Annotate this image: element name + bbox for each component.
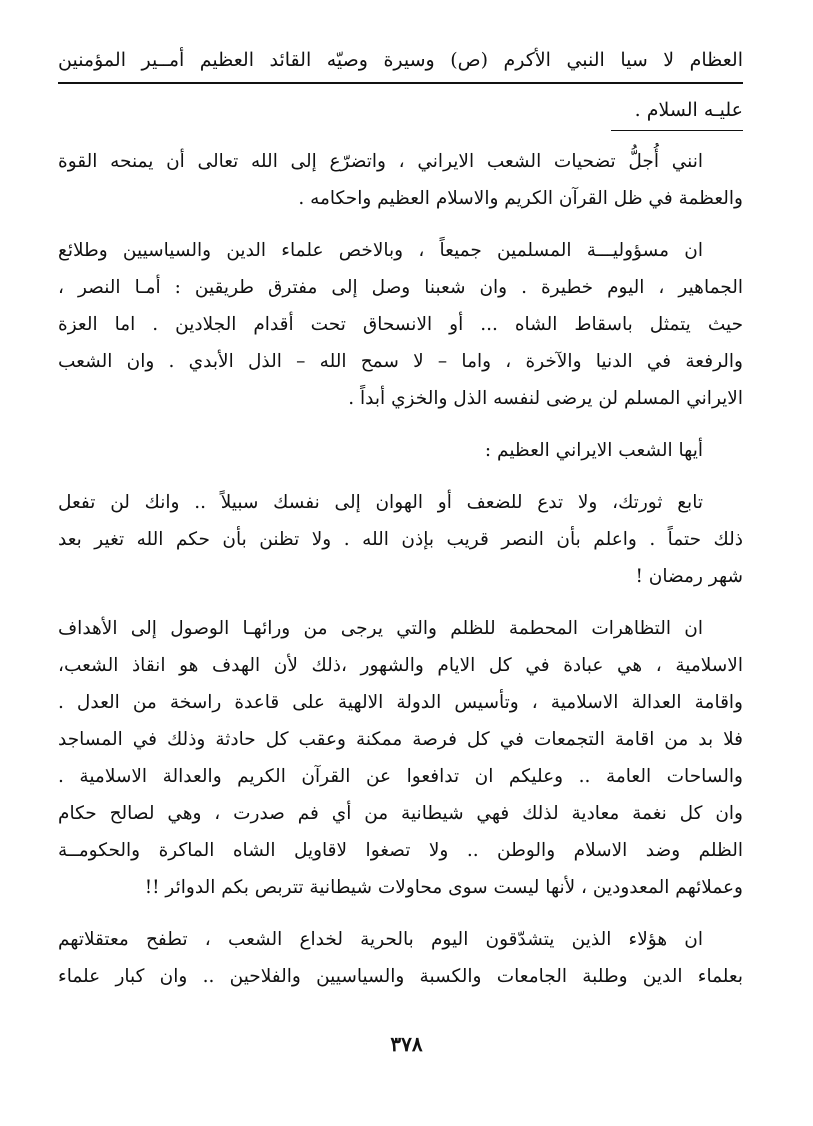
header-rule xyxy=(58,82,743,84)
text-line: انني أُجلُّ تضحيات الشعب الايراني ، واتضرّع إلى الله تعالى أن يمنحه القوة xyxy=(58,151,703,172)
text-line: حيث يتمثل باسقاط الشاه ... أو الانسحاق تحت أقدام الجلادين . اما العزة xyxy=(58,314,743,335)
header-line-1: العظام لا سيا النبي الأكرم (ص) وسيرة وصيّه القائد العظيم أمــير المؤمنين xyxy=(58,49,743,71)
text-line: الظلم وضد الاسلام والوطن .. ولا تصغوا لاقاويل الشاه الماكرة والحكومــة xyxy=(58,840,743,861)
text-line: واقامة العدالة الاسلامية ، وتأسيس الدولة الالهية على قاعدة راسخة من العدل . xyxy=(58,692,743,713)
paragraph-4 xyxy=(58,484,743,595)
header-line-2: عليـه السلام . xyxy=(611,90,743,131)
paragraph-5 xyxy=(58,610,743,906)
page-number: ٣٧٨ xyxy=(390,1032,423,1056)
text-line: وعملائهم المعدودين ، لأنها ليست سوى محاولات شيطانية تتربص بكم الدوائر !! xyxy=(144,877,743,898)
running-header xyxy=(58,40,743,131)
text-line: ذلك حتماً . واعلم بأن النصر قريب بإذن الله . ولا تظنن بأن حكم الله تغير بعد xyxy=(58,529,743,550)
text-line: بعلماء الدين وطلبة الجامعات والكسبة والسياسيين والفلاحين .. وان كبار علماء xyxy=(58,966,743,987)
text-line: تابع ثورتك، ولا تدع للضعف أو الهوان إلى نفسك سبيلاً .. وانك لن تفعل xyxy=(58,492,703,513)
text-line: والساحات العامة .. وعليكم ان تدافعوا عن القرآن الكريم والعدالة الاسلامية . xyxy=(58,766,743,787)
text-line: ان التظاهرات المحطمة للظلم والتي يرجى من ورائهـا الوصول إلى الأهداف xyxy=(58,618,703,639)
paragraph-1 xyxy=(58,143,743,217)
text-line: أيها الشعب الايراني العظيم : xyxy=(484,440,703,461)
text-line: الايراني المسلم لن يرضى لنفسه الذل والخزي أبداً . xyxy=(348,388,743,409)
text-line: ان هؤلاء الذين يتشدّقون اليوم بالحرية لخداع الشعب ، تطفح معتقلاتهم xyxy=(58,929,703,950)
paragraph-2 xyxy=(58,232,743,417)
text-line: وان كل نغمة معادية لذلك فهي شيطانية من أي فم صدرت ، وهي لصالح حكام xyxy=(58,803,743,824)
document-page xyxy=(58,40,743,1100)
text-line: والرفعة في الدنيا والآخرة ، واما – لا سمح الله – الذل الأبدي . وان الشعب xyxy=(58,351,743,372)
text-line: ان مسؤوليـــة المسلمين جميعاً ، وبالاخص علماء الدين والسياسيين وطلائع xyxy=(58,240,703,261)
paragraph-6 xyxy=(58,921,743,995)
text-line: الاسلامية ، هي عبادة في كل الايام والشهور ،ذلك لأن الهدف هو انقاذ الشعب، xyxy=(58,655,743,676)
text-line: شهر رمضان ! xyxy=(635,566,743,587)
text-line: الجماهير ، اليوم خطيرة . وان شعبنا وصل إلى مفترق طريقين : أمـا النصر ، xyxy=(58,277,743,298)
text-line: والعظمة في ظل القرآن الكريم والاسلام العظيم واحكامه . xyxy=(298,188,743,209)
text-line: فلا بد من اقامة التجمعات في كل فرصة ممكنة وعقب كل حادثة وذلك في المساجد xyxy=(58,729,743,750)
paragraph-3 xyxy=(58,432,743,469)
